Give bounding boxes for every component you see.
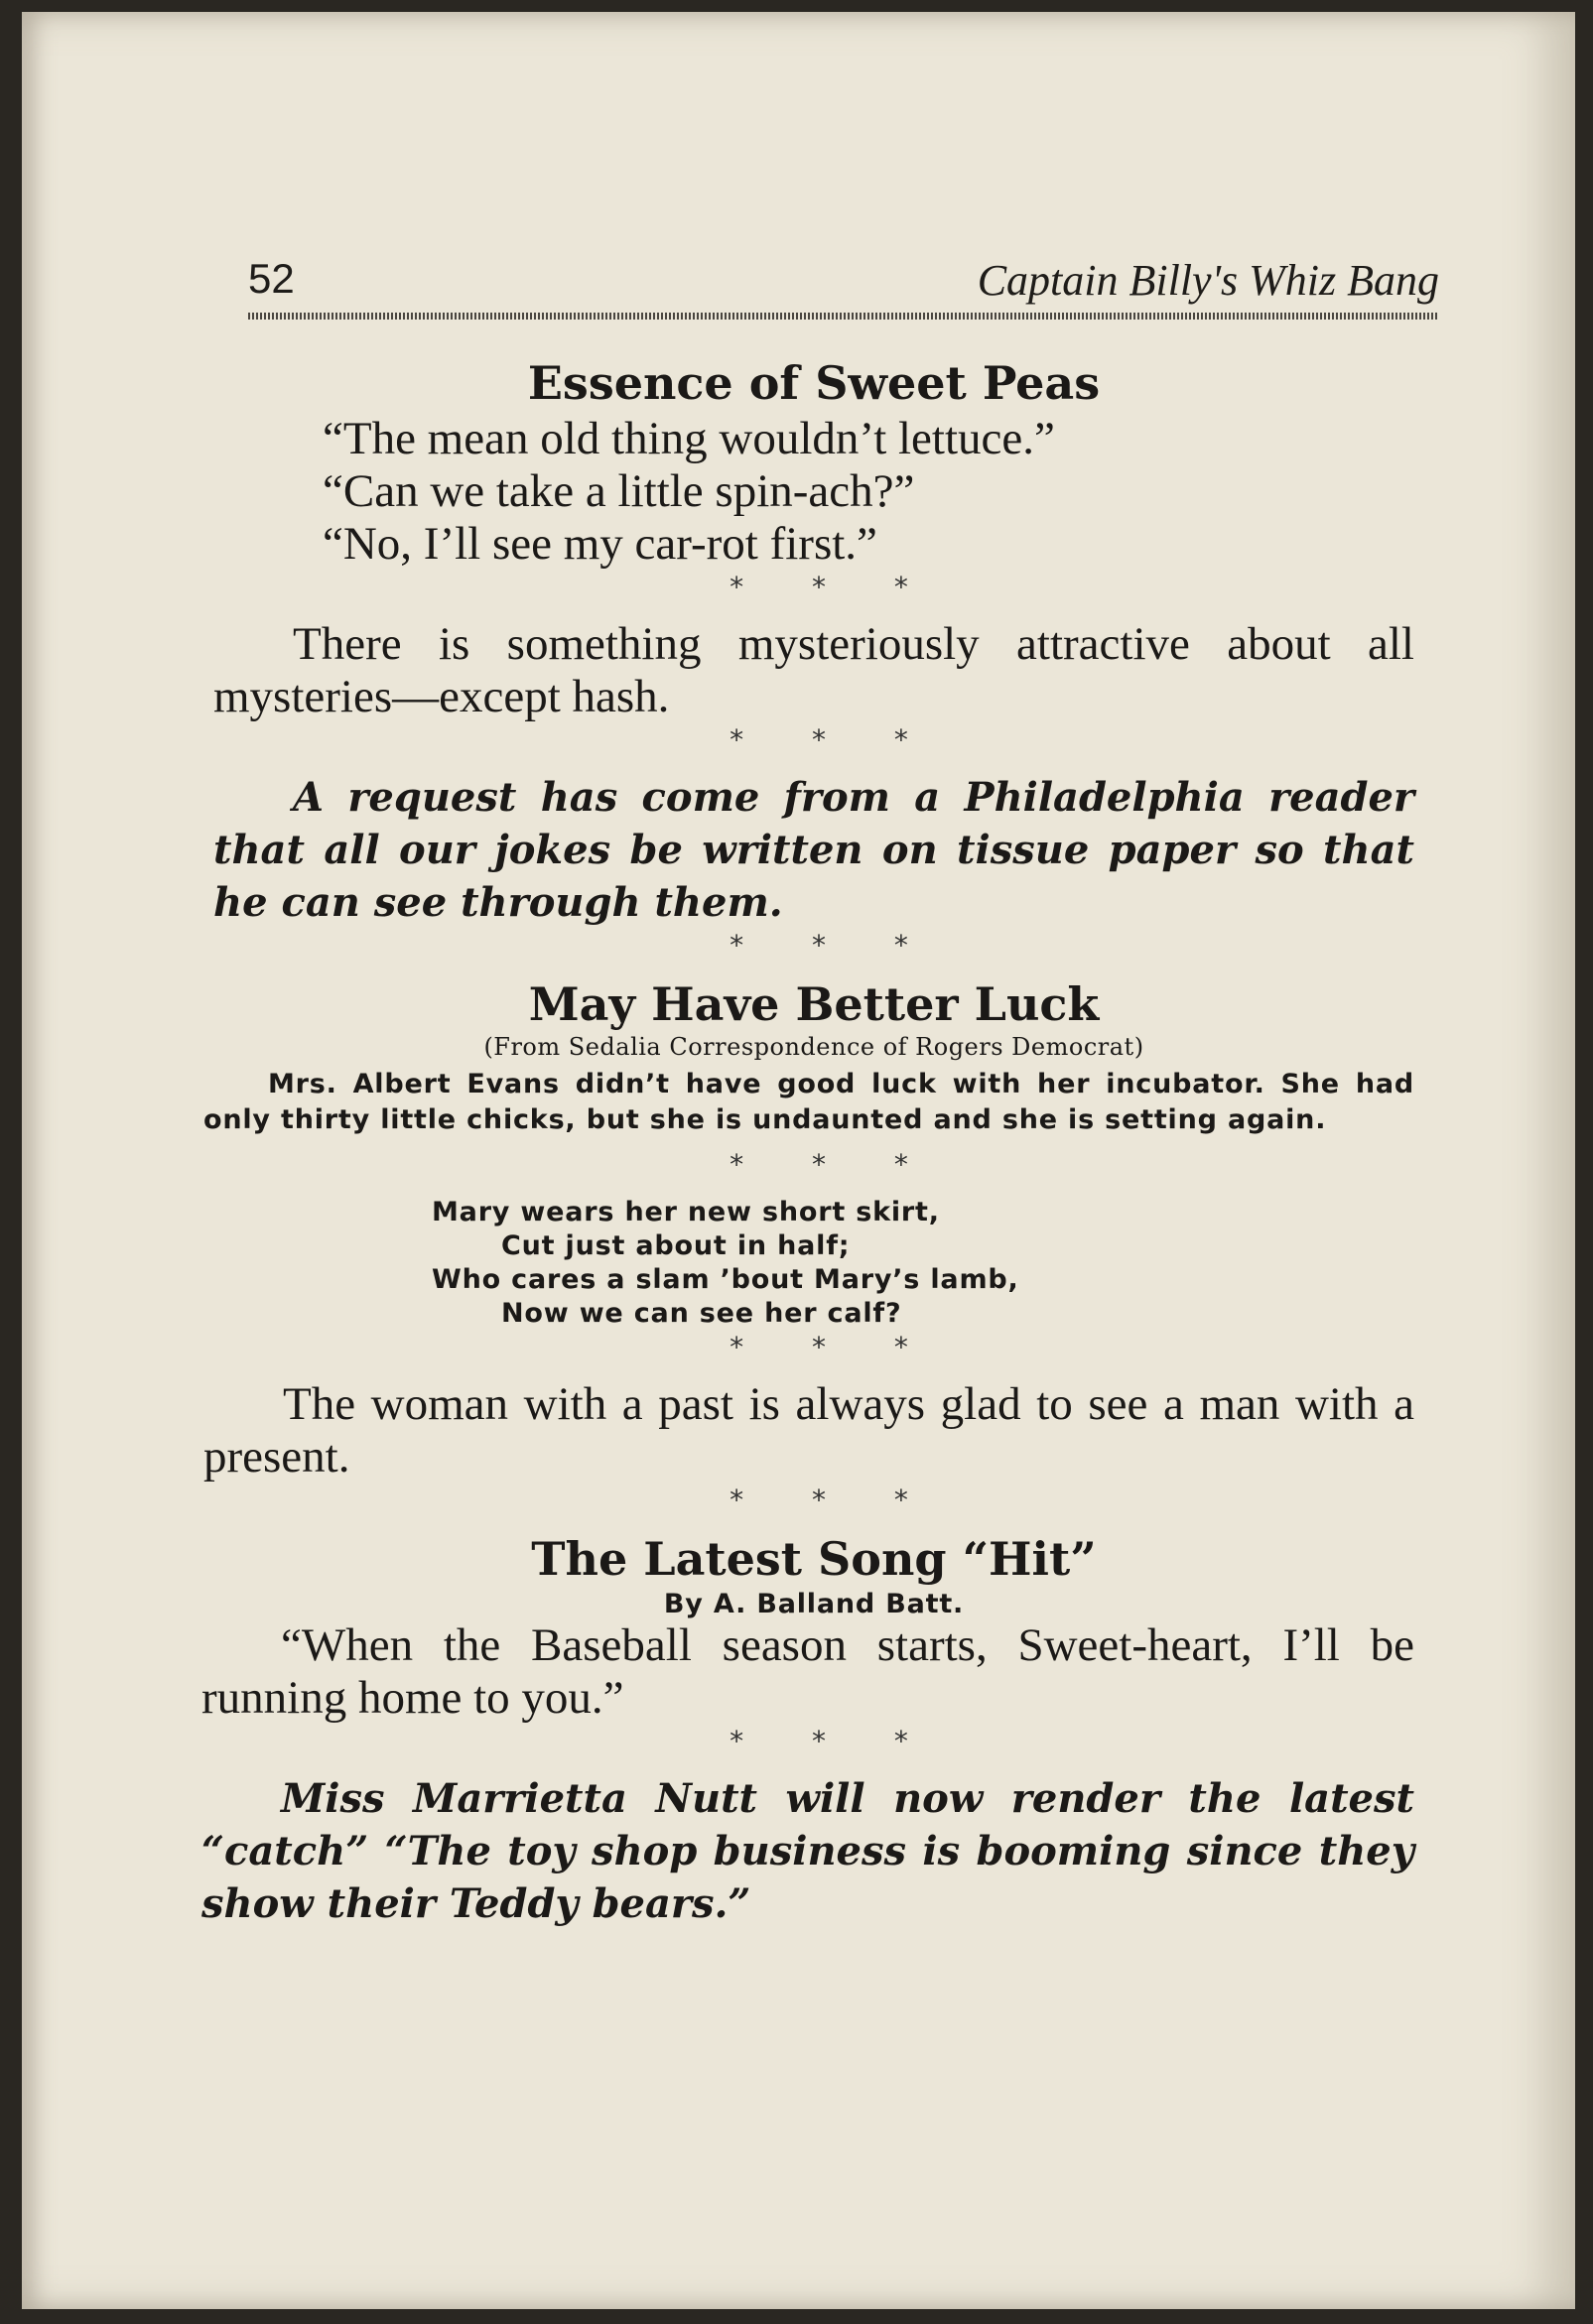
song-lyric: “When the Baseball season starts, Sweet-heart, I’ll be running home to you.” (201, 1618, 1414, 1724)
poem-line: Who cares a slam ’bout Mary’s lamb, (432, 1264, 1019, 1295)
joke-teddy-bears: Miss Marrietta Nutt will now render the latest “catch” “The toy shop business is booming since they show their Teddy bears.” (201, 1774, 1414, 1927)
section-separator: * * * (730, 1724, 938, 1757)
page-content (201, 355, 1414, 1930)
joke-mystery: There is something mysteriously attractive about all mysteries—except hash. (213, 617, 1414, 722)
song-byline: By A. Balland Batt. (663, 1588, 965, 1619)
poem-line: Cut just about in half; (501, 1230, 851, 1261)
news-item-incubator: Mrs. Albert Evans didn’t have good luck with her incubator. She had only thirty little chicks, but she is undaunted and she is setting again. (203, 1069, 1414, 1135)
section-separator: * * * (730, 1331, 938, 1363)
section-title-better-luck: May Have Better Luck (528, 976, 1100, 1031)
running-header (248, 255, 1439, 324)
joke-woman-past: The woman with a past is always glad to see a man with a present. (203, 1378, 1414, 1483)
poem-line: Mary wears her new short skirt, (432, 1197, 940, 1227)
poem-line: Now we can see her calf? (501, 1298, 902, 1329)
running-title: Captain Billy's Whiz Bang (977, 256, 1439, 305)
section-title-sweet-peas: Essence of Sweet Peas (527, 356, 1101, 410)
section-separator: * * * (730, 570, 938, 603)
page-number: 52 (248, 255, 295, 302)
section-title-latest-song: The Latest Song “Hit” (531, 1532, 1097, 1586)
header-rule (248, 313, 1439, 320)
dialogue-line: “The mean old thing wouldn’t lettuce.” (323, 412, 1055, 464)
dialogue-line: “Can we take a little spin-ach?” (323, 464, 915, 517)
dialogue-line: “No, I’ll see my car-rot first.” (323, 517, 877, 570)
section-separator: * * * (730, 1484, 938, 1516)
section-separator: * * * (730, 928, 938, 962)
section-separator: * * * (730, 722, 938, 756)
source-credit: (From Sedalia Correspondence of Rogers Democrat) (483, 1033, 1144, 1061)
section-separator: * * * (730, 1148, 938, 1181)
poem-mary (432, 1196, 1414, 1331)
joke-tissue-paper: A request has come from a Philadelphia reader that all our jokes be written on tissue paper so that he can see through them. (213, 773, 1414, 926)
